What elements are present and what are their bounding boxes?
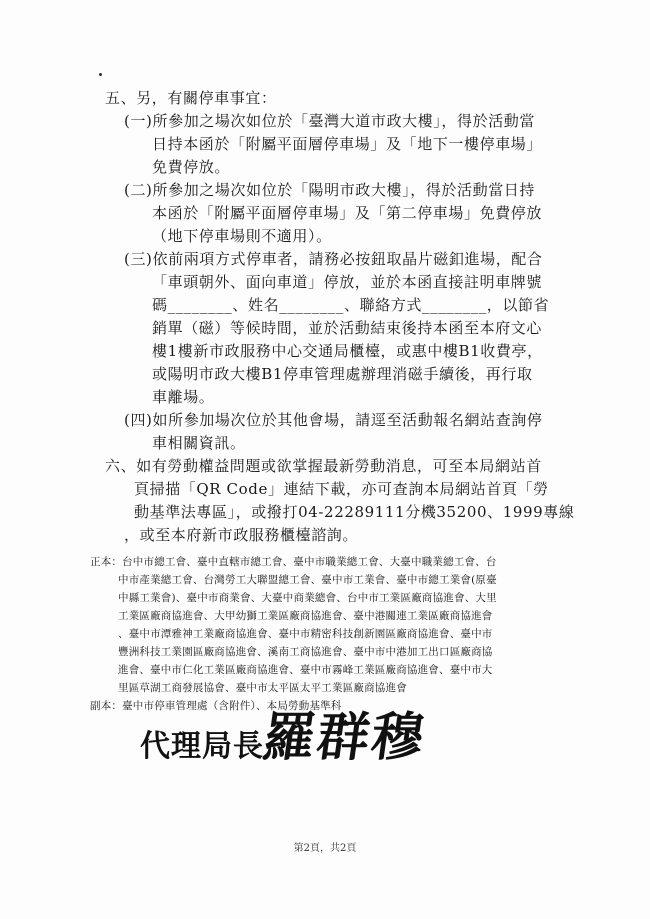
- body-line: 頁掃描「QR Code」連結下載，亦可查詢本局網站首頁「勞: [134, 480, 549, 498]
- recipients-line: 進會、臺中市仁化工業區廠商協進會、臺中市霧峰工業區廠商協進會、臺中市大: [118, 664, 493, 676]
- body-line: (四)如所參加場次位於其他會場，請逕至活動報名網站查詢停: [124, 411, 543, 429]
- body-line: 動基準法專區」，或撥打04-22289111分機35200、1999專線: [134, 503, 575, 521]
- body-line: 免費停放。: [152, 158, 231, 176]
- recipients-line: 中縣工業會)、臺中市商業會、大臺中商業總會、台中市工業區廠商協進會、大里: [118, 592, 497, 604]
- body-line-fill-in: 碼________、姓名________、聯絡方式________，以節省: [152, 296, 550, 314]
- recipients-line: 、臺中市潭雅神工業廠商協進會、臺中市精密科技創新園區廠商協進會、臺中市: [118, 628, 493, 640]
- signature-name: 羅群穆: [259, 707, 430, 768]
- section-six-line: 六、如有勞動權益問題或欲掌握最新勞動消息，可至本局網站首: [105, 457, 542, 475]
- body-line: (一)所參加之場次如位於「臺灣大道市政大樓」，得於活動當: [124, 112, 536, 130]
- body-line: (三)依前兩項方式停車者，請務必按鈕取晶片磁釦進場，配合: [124, 250, 543, 268]
- body-line: 樓1樓新市政服務中心交通局櫃檯，或惠中樓B1收費亭，: [152, 342, 543, 360]
- body-line: 或陽明市政大樓B1停車管理處辦理消磁手續後，再行取: [152, 365, 533, 383]
- signature-title: 代理局長: [140, 729, 264, 764]
- section-five-heading: 五、另，有關停車事宜：: [105, 89, 277, 107]
- body-line: (二)所參加之場次如位於「陽明市政大樓」，得於活動當日持: [124, 181, 536, 199]
- recipients-line: 里區草湖工商發展協會、臺中市太平區太平工業區廠商協進會: [118, 682, 407, 694]
- scan-speck: [99, 73, 102, 76]
- recipients-primary: 正本：台中市總工會、臺中直轄市總工會、臺中市職業總工會、大臺中職業總工會、台: [90, 556, 497, 568]
- recipients-line: 豐洲科技工業園區廠商協進會、溪南工商協進會、臺中市中港加工出口區廠商協: [118, 646, 493, 658]
- signature-block: [140, 693, 460, 773]
- body-line: ，或至本府新市政服務櫃檯諮詢。: [124, 526, 359, 544]
- body-line: 銷單（磁）等候時間，並於活動結束後持本函至本府文心: [152, 319, 543, 337]
- recipients-copy: 副本：臺中市停車管理處（含附件）、本局勞動基準科: [90, 700, 342, 712]
- body-line: 「車頭朝外、面向車道」停放，並於本函直接註明車牌號: [152, 273, 543, 291]
- body-line: 本函於「附屬平面層停車場」及「第二停車場」免費停放: [152, 204, 543, 222]
- body-line: 車相關資訊。: [152, 434, 246, 452]
- body-line: 車離場。: [152, 388, 215, 406]
- recipients-line: 工業區廠商協進會、大甲幼獅工業區廠商協進會、臺中港關連工業區廠商協進會: [118, 610, 493, 622]
- body-line: （地下停車場則不適用）。: [152, 227, 332, 245]
- body-line: 日持本函於「附屬平面層停車場」及「地下一樓停車場」: [152, 135, 543, 153]
- page-number: 第2頁，共2頁: [293, 843, 357, 854]
- recipients-line: 中市產業總工會、台灣勞工大聯盟總工會、臺中市工業會、臺中市總工業會(原臺: [118, 574, 497, 586]
